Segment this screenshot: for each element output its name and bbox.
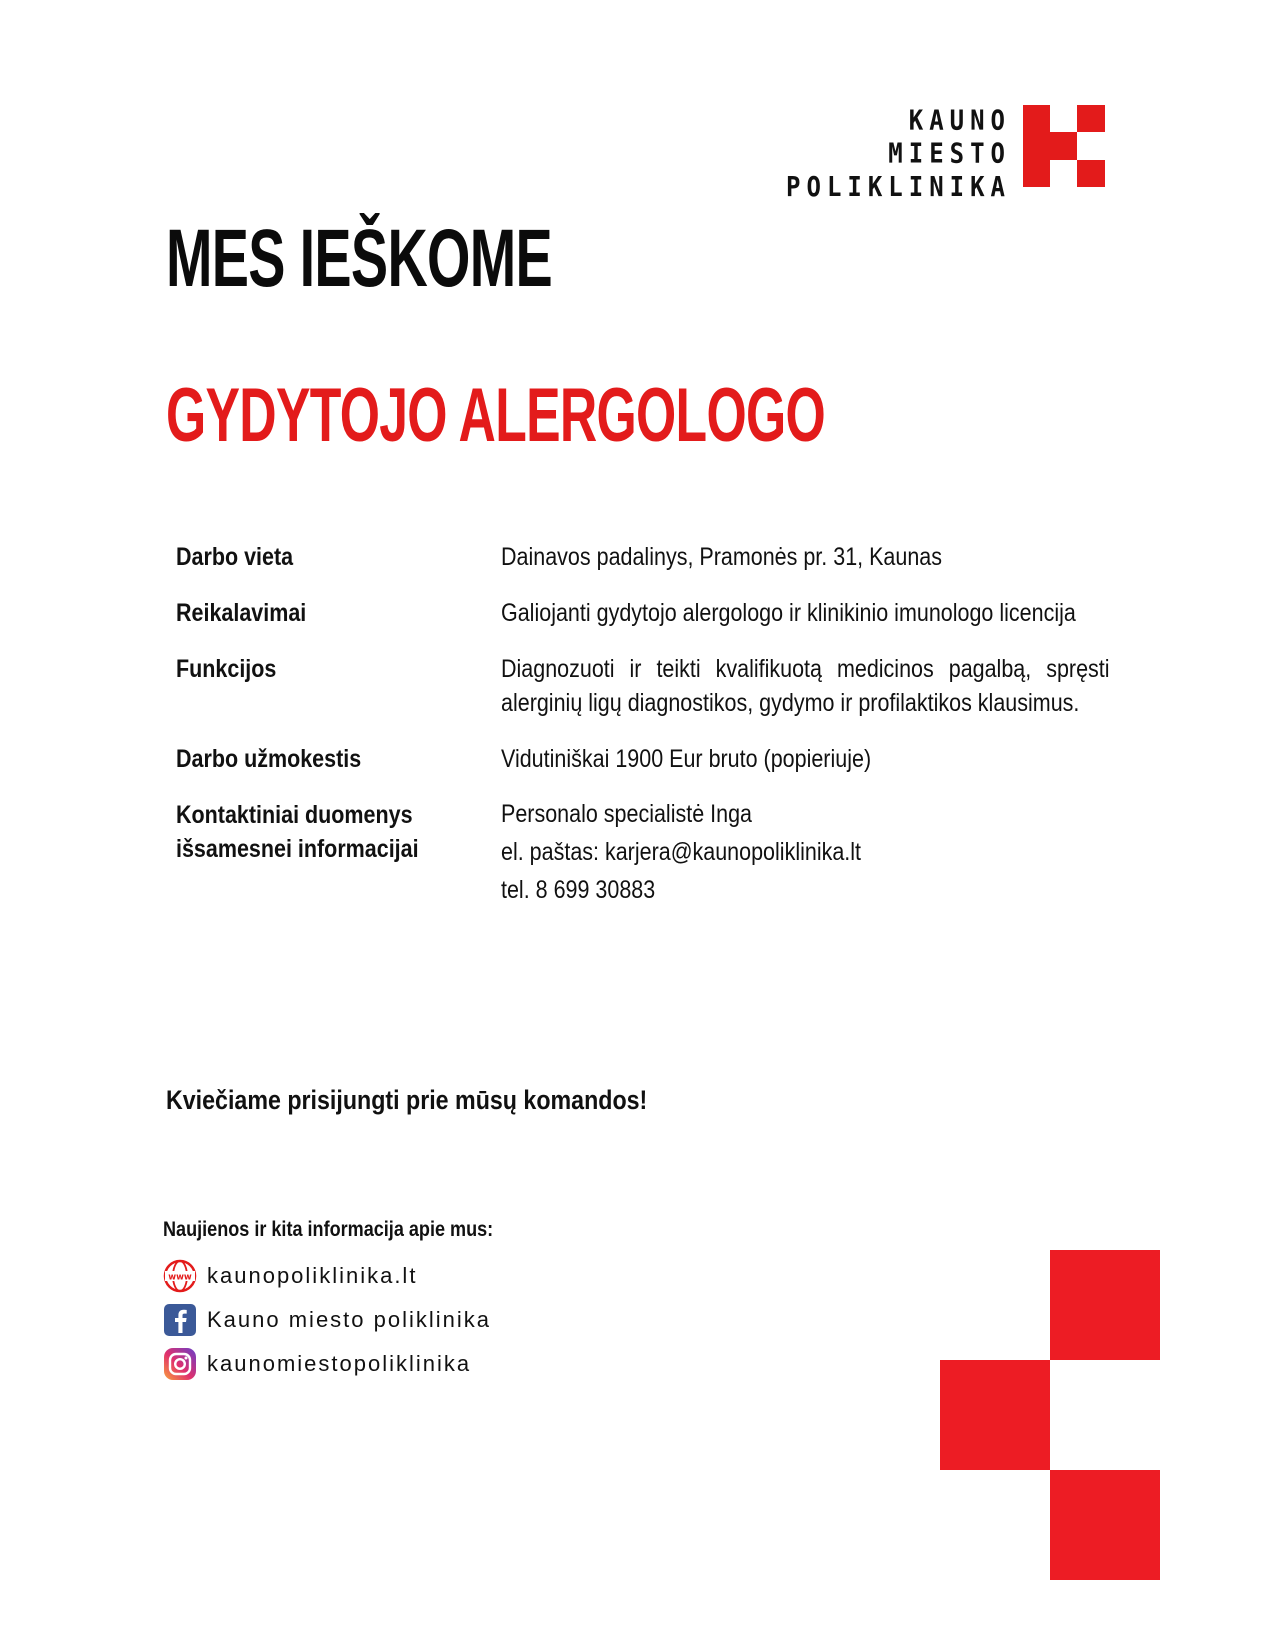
- contact-phone[interactable]: tel. 8 699 30883: [501, 876, 656, 904]
- detail-value: [501, 794, 1111, 911]
- news-title: Naujienos ir kita informacija apie mus:: [163, 1218, 494, 1241]
- detail-row-salary: [176, 742, 1111, 776]
- svg-text:www: www: [168, 1272, 192, 1283]
- detail-value: Vidutiniškai 1900 Eur bruto (popieriuje): [501, 745, 872, 773]
- detail-value: Dainavos padalinys, Pramonės pr. 31, Kaunas: [501, 543, 943, 571]
- detail-row-contacts: [176, 798, 1111, 911]
- news-section: [163, 1218, 547, 1386]
- detail-value: Galiojanti gydytojo alergologo ir klinikinio imunologo licencija: [501, 599, 1076, 627]
- instagram-text: kaunomiestopoliklinika: [207, 1351, 472, 1376]
- detail-label: Kontaktiniai duomenys išsamesnei informacijai: [176, 801, 419, 863]
- clinic-logo: [786, 100, 1105, 203]
- detail-row-functions: [176, 652, 1111, 720]
- detail-value: Diagnozuoti ir teikti kvalifikuotą medicinos pagalbą, spręsti alerginių ligų diagnostikos, gydymo ir profilaktikos klausimus.: [501, 655, 1110, 717]
- detail-label: Darbo vieta: [176, 543, 294, 571]
- detail-row-workplace: [176, 540, 1111, 574]
- detail-label: Funkcijos: [176, 655, 277, 683]
- www-globe-icon: [163, 1259, 197, 1293]
- decorative-squares: [940, 1250, 1160, 1580]
- invitation-text: Kviečiame prisijungti prie mūsų komandos!: [166, 1085, 648, 1115]
- job-details: [176, 540, 1111, 933]
- logo-mark-icon: [1023, 105, 1105, 187]
- instagram-link[interactable]: [163, 1342, 547, 1386]
- facebook-text: Kauno miesto poliklinika: [207, 1307, 492, 1332]
- contact-email[interactable]: el. paštas: karjera@kaunopoliklinika.lt: [501, 838, 862, 866]
- website-text: kaunopoliklinika.lt: [207, 1263, 418, 1288]
- contact-person: Personalo specialistė Inga: [501, 800, 752, 828]
- facebook-icon: [163, 1303, 197, 1337]
- detail-label: Reikalavimai: [176, 599, 307, 627]
- instagram-icon: [163, 1347, 197, 1381]
- headline: MES IEŠKOME: [166, 213, 553, 304]
- detail-label: Darbo užmokestis: [176, 745, 362, 773]
- website-link[interactable]: [163, 1254, 547, 1298]
- logo-text: KAUNO MIESTO POLIKLINIKA: [786, 104, 1011, 203]
- detail-row-requirements: [176, 596, 1111, 630]
- facebook-link[interactable]: [163, 1298, 547, 1342]
- position-title: GYDYTOJO ALERGOLOGO: [166, 373, 826, 458]
